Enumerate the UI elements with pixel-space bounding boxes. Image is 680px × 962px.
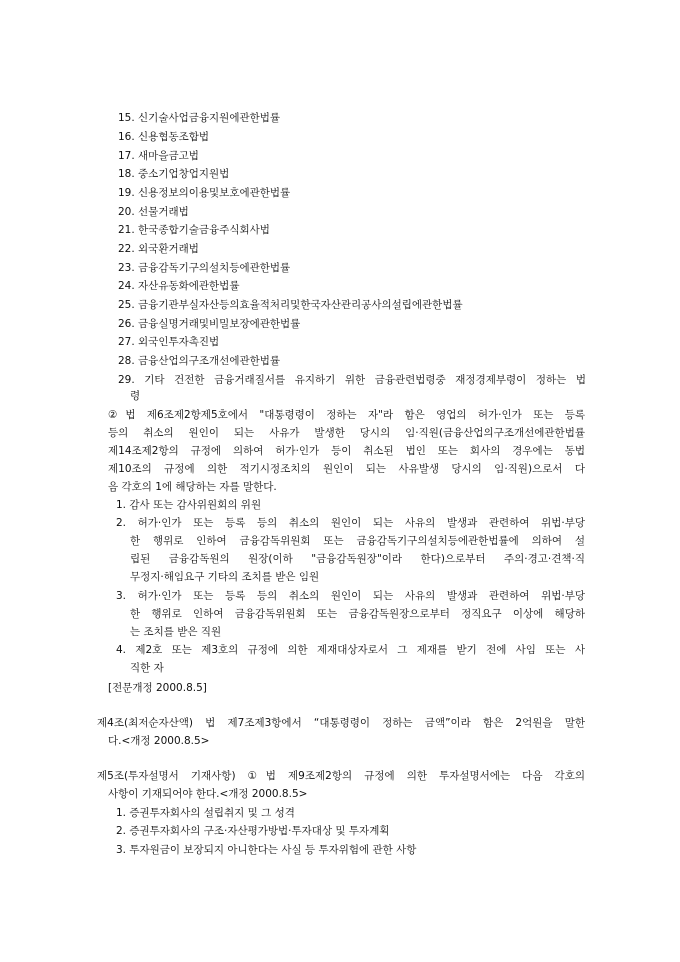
- list-item: 16. 신용협동조합법: [118, 131, 210, 143]
- list-item: 18. 중소기업창업지원법: [118, 168, 230, 180]
- list-item: 19. 신용정보의이용및보호에관한법률: [118, 187, 291, 199]
- sub-item-continuation: 는 조치를 받은 직원: [130, 626, 222, 638]
- list-item: 20. 선물거래법: [118, 206, 189, 218]
- article-5-item: 3. 투자원금이 보장되지 아니한다는 사실 등 투자위험에 관한 사항: [116, 844, 417, 856]
- article-4-heading: 제4조(최저순자산액) 법 제7조제3항에서 “대통령령이 정하는 금액”이라 함은 2억원을 말한: [97, 717, 585, 729]
- sub-item-continuation: 립된 금융감독원의 원장(이하 "금융감독원장"이라 한다)으로부터 주의·경고·견책·직: [130, 553, 585, 565]
- article-5-item: 1. 증권투자회사의 설립취지 및 그 성격: [116, 807, 295, 819]
- list-item: 25. 금융기관부실자산등의효율적처리및한국자산관리공사의설립에관한법률: [118, 299, 463, 311]
- article-4-continuation: 다.<개정 2000.8.5>: [108, 735, 210, 747]
- list-item: 27. 외국인투자촉진법: [118, 336, 220, 348]
- sub-item-continuation: 한 행위로 인하여 금융감독위원회 또는 금융감독원장으로부터 정직요구 이상에 해당하: [130, 608, 585, 620]
- sub-item-continuation: 직한 자: [130, 662, 164, 674]
- article-5-item: 2. 증권투자회사의 구조·자산평가방법·투자대상 및 투자계획: [116, 825, 390, 837]
- list-item: 21. 한국종합기술금융주식회사법: [118, 224, 270, 236]
- sub-item: 3. 허가·인가 또는 등록 등의 취소의 원인이 되는 사유의 발생과 관련하여 위법·부당: [116, 590, 585, 602]
- list-item: 23. 금융감독기구의설치등에관한법률: [118, 262, 291, 274]
- list-item: 28. 금융산업의구조개선에관한법률: [118, 355, 281, 367]
- revision-note: [전문개정 2000.8.5]: [108, 682, 207, 694]
- list-item: 22. 외국환거래법: [118, 243, 199, 255]
- paragraph-line: 제10조의 규정에 의한 적기시정조치의 원인이 되는 사유발생 당시의 임·직원)으로서 다: [108, 463, 585, 475]
- sub-item: 4. 제2호 또는 제3호의 규정에 의한 제재대상자로서 그 제재를 받기 전에 사임 또는 사: [116, 644, 585, 656]
- article-5-continuation: 사항이 기재되어야 한다.<개정 2000.8.5>: [108, 788, 308, 800]
- paragraph-line: ②법 제6조제2항제5호에서 "대통령령이 정하는 자"라 함은 영업의 허가·인가 또는 등록: [108, 409, 585, 421]
- sub-item-continuation: 한 행위로 인하여 금융감독위원회 또는 금융감독기구의설치등에관한법률에 의하여 설: [130, 535, 585, 547]
- list-item: 26. 금융실명거래및비밀보장에관한법률: [118, 318, 301, 330]
- sub-item: 1. 감사 또는 감사위원회의 위원: [116, 499, 262, 511]
- sub-item: 2. 허가·인가 또는 등록 등의 취소의 원인이 되는 사유의 발생과 관련하여 위법·부당: [116, 517, 585, 529]
- paragraph-line: 등의 취소의 원인이 되는 사유가 발생한 당시의 임·직원(금융산업의구조개선에관한법률: [108, 427, 585, 439]
- list-item: 24. 자산유동화에관한법률: [118, 280, 240, 292]
- paragraph-line: 제14조제2항의 규정에 의하여 허가·인가 등이 취소된 법인 또는 회사의 경우에는 동법: [108, 445, 585, 457]
- sub-item-continuation: 무정지·해임요구 기타의 조치를 받은 임원: [130, 571, 320, 583]
- article-5-heading: 제5조(투자설명서 기재사항) ①법 제9조제2항의 규정에 의한 투자설명서에는 다음 각호의: [97, 770, 585, 782]
- paragraph-line: 음 각호의 1에 해당하는 자를 말한다.: [108, 481, 277, 493]
- list-item: 17. 새마을금고법: [118, 150, 199, 162]
- list-item: 15. 신기술사업금융지원에관한법률: [118, 112, 281, 124]
- list-item-continuation: 령: [130, 390, 141, 402]
- list-item: 29. 기타 건전한 금융거래질서를 유지하기 위한 금융관련법령중 재정경제부령이 정하는 법: [118, 374, 586, 386]
